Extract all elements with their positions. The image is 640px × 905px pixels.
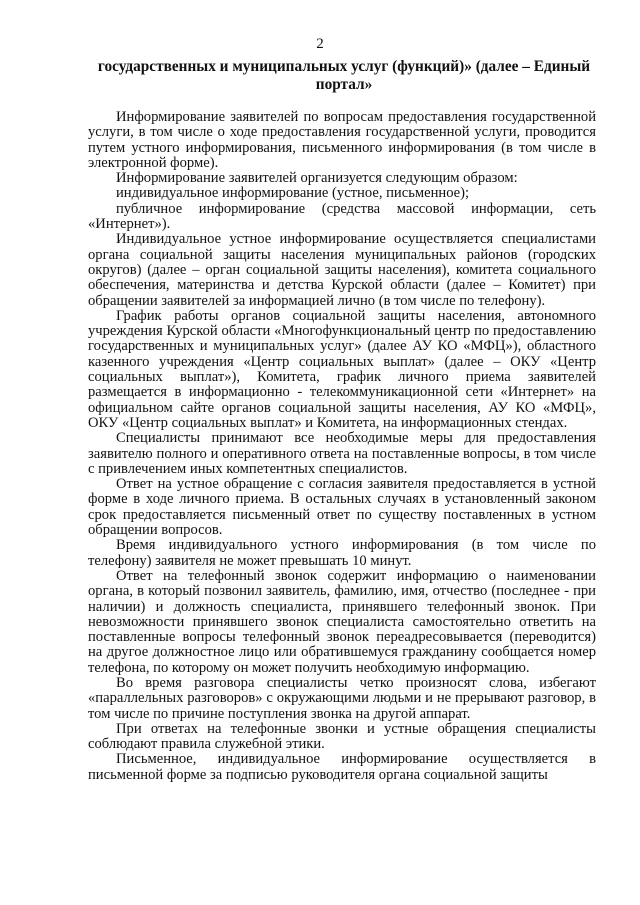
- paragraph: Специалисты принимают все необходимые меры для предоставления заявителю полного и оперативного ответа на поставленные вопросы, в том числе с привлечением иных компетентных специалистов.: [88, 430, 596, 477]
- section-heading: государственных и муниципальных услуг (функций)» (далее – Единый портал»: [97, 58, 591, 93]
- body-text: [88, 110, 596, 783]
- paragraph: Во время разговора специалисты четко произносят слова, избегают «параллельных разговоров» с окружающими людьми и не прерывают разговор, в том числе по причине поступления звонка на другой аппарат.: [88, 674, 596, 722]
- paragraph: График работы органов социальной защиты населения, автономного учреждения Курской области «Многофункциональный центр по предоставлению государственных и муниципальных услуг» (далее АУ КО «МФЦ»), областного казенного учреждения «Центр социальных выплат» (далее – ОКУ «Центр социальных выплат»), Комитета, график личного приема заявителей размещается в информационно - телекоммуникационной сети «Интернет» на официальном сайте органов социальной защиты населения, АУ КО «МФЦ», ОКУ «Центр социальных выплат» и Комитета, на информационных стендах.: [88, 307, 596, 431]
- paragraph: публичное информирование (средства массовой информации, сеть «Интернет»).: [88, 200, 596, 233]
- paragraph: Ответ на телефонный звонок содержит информацию о наименовании органа, в который позвонил заявитель, фамилию, имя, отчество (последнее - при наличии) и должность специалиста, принявшего телефонный звонок. При невозможности принявшего звонок специалиста самостоятельно ответить на поставленные вопросы телефонный звонок переадресовывается (переводится) на другое должностное лицо или обратившемуся гражданину сообщается номер телефона, по которому он может получить необходимую информацию.: [88, 567, 596, 676]
- paragraph: Информирование заявителей по вопросам предоставления государственной услуги, в том числе о ходе предоставления государственной услуги, проводится путем устного информирования, письменного информирования (в том числе в электронной форме).: [88, 109, 596, 171]
- page-number: 2: [316, 36, 324, 52]
- paragraph: При ответах на телефонные звонки и устные обращения специалисты соблюдают правила служебной этики.: [88, 720, 596, 753]
- paragraph: Время индивидуального устного информирования (в том числе по телефону) заявителя не может превышать 10 минут.: [88, 537, 596, 569]
- paragraph: Письменное, индивидуальное информирование осуществляется в письменной форме за подписью руководителя органа социальной защиты: [88, 751, 596, 783]
- paragraph: Информирование заявителей организуется следующим образом:: [116, 170, 518, 187]
- paragraph: Индивидуальное устное информирование осуществляется специалистами органа социальной защиты населения муниципальных районов (городских округов) (далее – орган социальной защиты населения), комитета социального обеспечения, материнства и детства Курской области (далее – Комитет) при обращении заявителей за информацией лично (в том числе по телефону).: [88, 231, 596, 309]
- paragraph: индивидуальное информирование (устное, письменное);: [116, 185, 470, 202]
- paragraph: Ответ на устное обращение с согласия заявителя предоставляется в устной форме в ходе личного приема. В остальных случаях в установленный законом срок предоставляется письменный ответ по существу поставленных в устном обращении вопросов.: [88, 476, 596, 539]
